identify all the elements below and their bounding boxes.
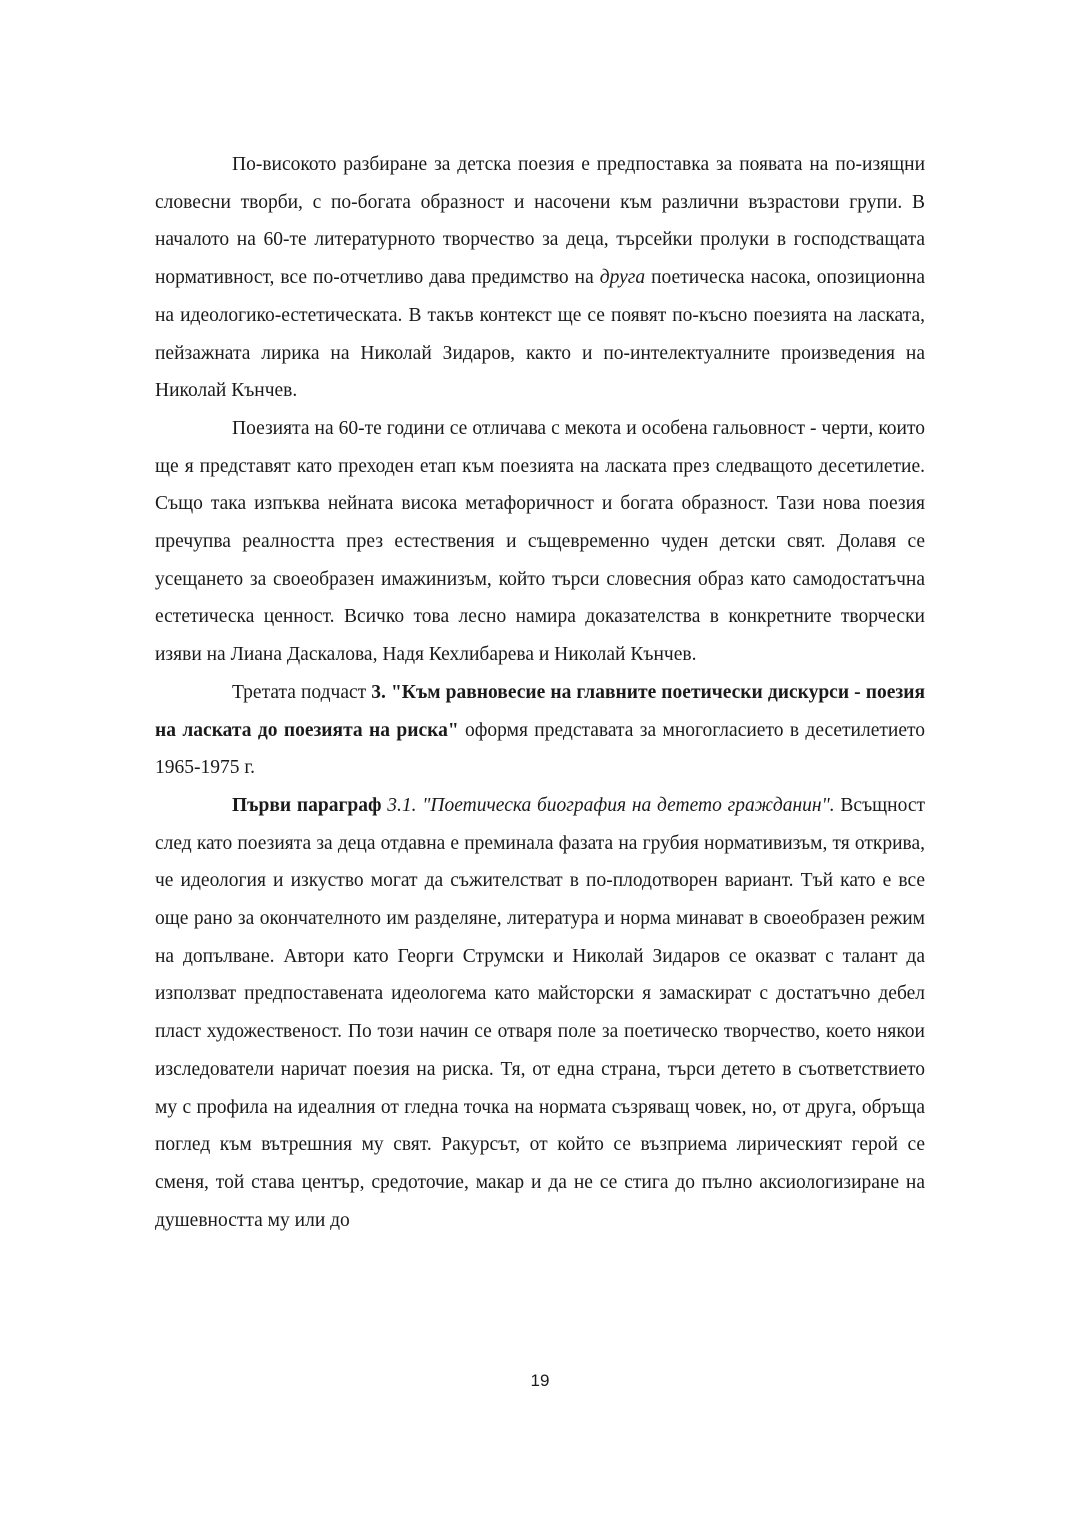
paragraph-1-text-a: По-високото разбиране за детска поезия е предпоставка за появата на по-изящни словесни творби, с по-богата образност и насочени към различни възрастови групи. В началото на 60-те литературното творчество за деца, търсейки пролуки в господстващата нормативност, все по-отчетливо дава предимство на	[155, 154, 925, 289]
page-number: 19	[530, 1371, 550, 1390]
paragraph-3	[155, 674, 925, 787]
paragraph-4-text: Всъщност след като поезията за деца отдавна е преминала фазата на грубия нормативизъм, тя открива, че идеология и изкуство могат да съжителстват в по-плодотворен вариант. Тъй като е все още рано за окончателното им разделяне, литература и норма минават в своеобразен режим на допълване. Автори като Георги Струмски и Николай Зидаров се оказват с талант да използват предпоставената идеологема като майсторски я замаскират с достатъчно дебел пласт художественост. По този начин се отваря поле за поетическо творчество, което някои изследователи наричат поезия на риска. Тя, от една страна, търси детето в съответствието му с профила на идеалния от гледна точка на нормата съзряващ човек, но, от друга, обръща поглед към вътрешния му свят. Ракурсът, от който се възприема лирическият герой се сменя, той става център, средоточие, макар и да не се стига до пълно аксиологизиране на душевността му или до	[155, 794, 926, 1231]
document-page	[155, 146, 925, 1239]
paragraph-3-text-b: оформя представата за многогласието в десетилетието 1965-1975 г.	[155, 719, 925, 779]
paragraph-1-text-b: поетическа насока, опозиционна на идеологико-естетическата. В такъв контекст ще се появят по-късно поезията на ласката, пейзажната лирика на Николай Зидаров, както и по-интелектуалните произведения на Николай Кънчев.	[155, 267, 925, 402]
paragraph-3-text-a: Третата подчаст	[232, 681, 372, 703]
paragraph-title-italic: 3.1. "Поетическа биография на детето гражданин".	[387, 794, 835, 816]
paragraph-2-text: Поезията на 60-те години се отличава с мекота и особена гальовност - черти, които ще я представят като преходен етап към поезията на ласката през следващото десетилетие. Също така изпъква нейната висока метафоричност и богата образност. Тази нова поезия пречупва реалността през естествения и същевременно чуден детски свят. Долавя се усещането за своеобразен имажинизъм, който търси словесния образ като самодостатъчна естетическа ценност. Всичко това лесно намира доказателства в конкретните творчески изяви на Лиана Даскалова, Надя Кехлибарева и Николай Кънчев.	[155, 417, 925, 666]
paragraph-1	[155, 146, 925, 410]
paragraph-4	[155, 787, 925, 1239]
paragraph-2	[155, 410, 925, 674]
paragraph-label-bold: Първи параграф	[232, 794, 382, 816]
subsection-title-bold: 3. "Към равновесие на главните поетически дискурси - поезия на ласката до поезията на риска"	[155, 681, 925, 741]
emphasis-italic: друга	[599, 267, 646, 289]
